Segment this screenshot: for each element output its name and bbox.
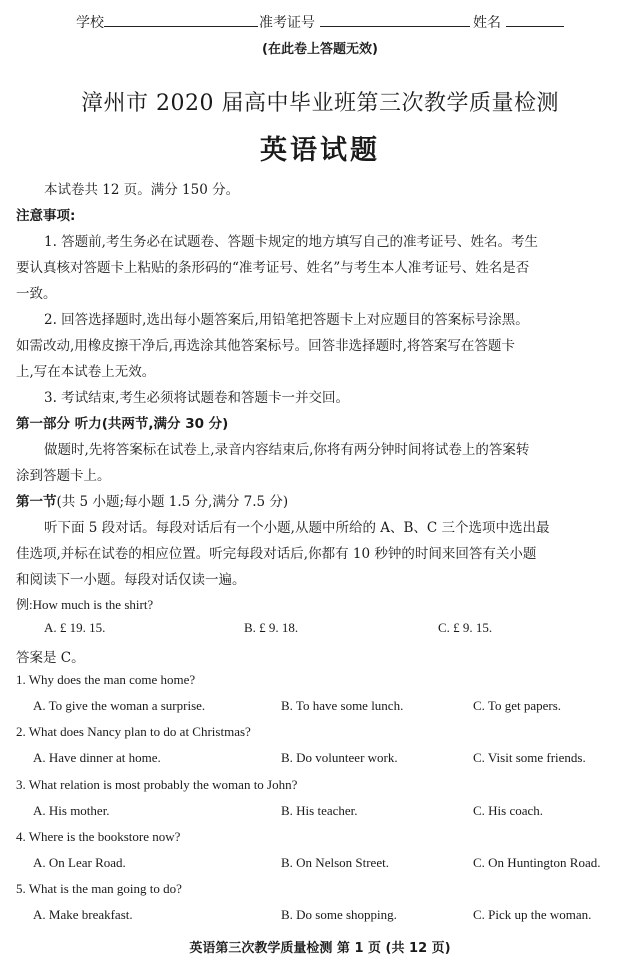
school-label: 学校 bbox=[76, 15, 104, 31]
question-5-option-b: B. Do some shopping. bbox=[281, 907, 397, 922]
subject-title: 英语试题 bbox=[260, 135, 380, 166]
question-5-option-c: C. Pick up the woman. bbox=[473, 907, 592, 922]
note-2-line-2: 如需改动,用橡皮擦干净后,再选涂其他答案标号。回答非选择题时,将答案写在答题卡 bbox=[16, 338, 515, 354]
note-2-line-1: 2. 回答选择题时,选出每小题答案后,用铅笔把答题卡上对应题目的答案标号涂黑。 bbox=[44, 312, 529, 328]
example-answer: 答案是 C。 bbox=[16, 650, 85, 666]
exam-title: 漳州市 2020 届高中毕业班第三次教学质量检测 bbox=[81, 91, 559, 116]
question-3: 3. What relation is most probably the woman to John? bbox=[16, 777, 298, 792]
note-2-line-3: 上,写在本试卷上无效。 bbox=[16, 364, 156, 380]
note-1-line-2: 要认真核对答题卡上粘贴的条形码的“准考证号、姓名”与考生本人准考证号、姓名是否 bbox=[16, 260, 530, 276]
section1-heading-rest: (共 5 小题;每小题 1.5 分,满分 7.5 分) bbox=[56, 494, 289, 510]
exam-number-blank bbox=[320, 12, 470, 27]
part1-desc-line-1: 做题时,先将答案标在试卷上,录音内容结束后,你将有两分钟时间将试卷上的答案转 bbox=[44, 442, 530, 458]
part1-desc-line-2: 涂到答题卡上。 bbox=[16, 468, 111, 484]
section1-desc-line-2: 佳选项,并标在试卷的相应位置。听完每段对话后,你都有 10 秒钟的时间来回答有关小题 bbox=[16, 546, 537, 562]
question-3-option-a: A. His mother. bbox=[33, 803, 110, 818]
section1-desc-line-1: 听下面 5 段对话。每段对话后有一个小题,从题中所给的 A、B、C 三个选项中选出最 bbox=[44, 520, 550, 536]
section1-heading bbox=[16, 490, 288, 510]
question-5-option-a: A. Make breakfast. bbox=[33, 907, 133, 922]
example-option-c: C. £ 9. 15. bbox=[438, 620, 493, 635]
question-1: 1. Why does the man come home? bbox=[16, 672, 196, 687]
question-3-option-b: B. His teacher. bbox=[281, 803, 358, 818]
question-2: 2. What does Nancy plan to do at Christmas? bbox=[16, 724, 251, 739]
question-3-option-c: C. His coach. bbox=[473, 803, 544, 818]
question-1-option-b: B. To have some lunch. bbox=[281, 698, 404, 713]
page-footer: 英语第三次教学质量检测 第 1 页 (共 12 页) bbox=[189, 941, 451, 956]
question-2-option-b: B. Do volunteer work. bbox=[281, 750, 398, 765]
question-4-option-c: C. On Huntington Road. bbox=[473, 855, 601, 870]
example-option-a: A. £ 19. 15. bbox=[44, 620, 106, 635]
question-1-option-a: A. To give the woman a surprise. bbox=[33, 698, 206, 713]
example-question: 例:How much is the shirt? bbox=[16, 597, 154, 612]
question-4-option-b: B. On Nelson Street. bbox=[281, 855, 389, 870]
part1-heading: 第一部分 听力(共两节,满分 30 分) bbox=[16, 416, 229, 432]
note-3: 3. 考试结束,考生必须将试题卷和答题卡一并交回。 bbox=[44, 390, 349, 406]
intro-text: 本试卷共 12 页。满分 150 分。 bbox=[44, 182, 240, 198]
note-1-line-3: 一致。 bbox=[16, 286, 57, 302]
note-1-line-1: 1. 答题前,考生务必在试题卷、答题卡规定的地方填写自己的准考证号、姓名。考生 bbox=[44, 234, 538, 250]
question-1-option-c: C. To get papers. bbox=[473, 698, 562, 713]
section1-heading-bold: 第一节 bbox=[16, 494, 57, 510]
section1-desc-line-3: 和阅读下一小题。每段对话仅读一遍。 bbox=[16, 572, 246, 588]
notes-heading: 注意事项: bbox=[16, 208, 76, 224]
question-4-option-a: A. On Lear Road. bbox=[33, 855, 126, 870]
name-blank bbox=[506, 12, 564, 27]
no-answer-notice: (在此卷上答题无效) bbox=[262, 42, 378, 57]
question-4: 4. Where is the bookstore now? bbox=[16, 829, 181, 844]
example-option-b: B. £ 9. 18. bbox=[244, 620, 299, 635]
question-2-option-c: C. Visit some friends. bbox=[473, 750, 586, 765]
exam-number-label: 准考证号 bbox=[259, 15, 315, 31]
question-5: 5. What is the man going to do? bbox=[16, 881, 182, 896]
name-label: 姓名 bbox=[473, 15, 501, 31]
school-blank bbox=[104, 12, 258, 27]
question-2-option-a: A. Have dinner at home. bbox=[33, 750, 161, 765]
